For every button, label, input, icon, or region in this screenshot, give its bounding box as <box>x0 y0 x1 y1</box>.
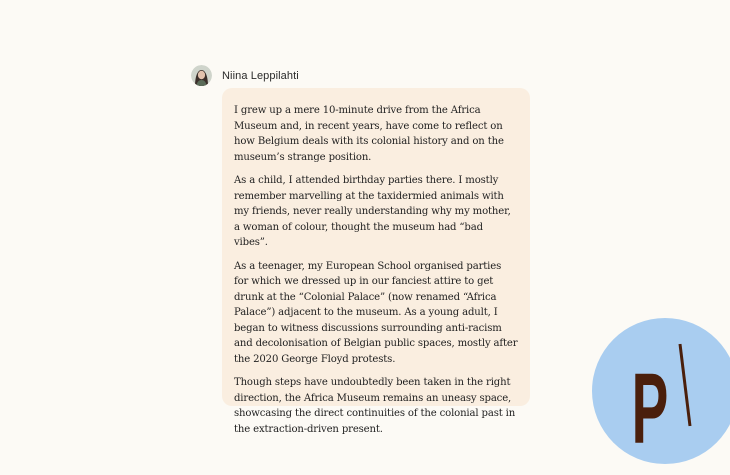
message-bubble <box>222 88 530 435</box>
message-paragraph: As a child, I attended birthday parties there. I mostly remember marvelling at the taxidermied animals with my friends, never really understanding why my mother, a woman of colour, thought the museum had “bad vibes”. <box>234 175 511 248</box>
logo-letter: P <box>631 353 669 464</box>
author-avatar-icon[interactable] <box>191 65 212 86</box>
message-paragraph: I grew up a mere 10-minute drive from the Africa Museum and, in recent years, have come to reflect on how Belgium deals with its colonial history and on the museum’s strange position. <box>234 105 504 163</box>
author-name: Niina Leppilahti <box>222 69 299 82</box>
publication-logo-icon[interactable] <box>592 318 730 464</box>
message-author <box>191 65 299 86</box>
message-paragraph: Though steps have undoubtedly been taken in the right direction, the Africa Museum remains an uneasy space, showcasing the direct continuities of the colonial past in the extraction-driven present. <box>234 377 516 435</box>
message-paragraph: As a teenager, my European School organised parties for which we dressed up in our fanciest attire to get drunk at the “Colonial Palace” (now renamed “Africa Palace”) adjacent to the museum. As a young adult, I began to witness discussions surrounding anti-racism and decolonisation of Belgian public spaces, mostly after the 2020 George Floyd protests. <box>234 260 518 365</box>
